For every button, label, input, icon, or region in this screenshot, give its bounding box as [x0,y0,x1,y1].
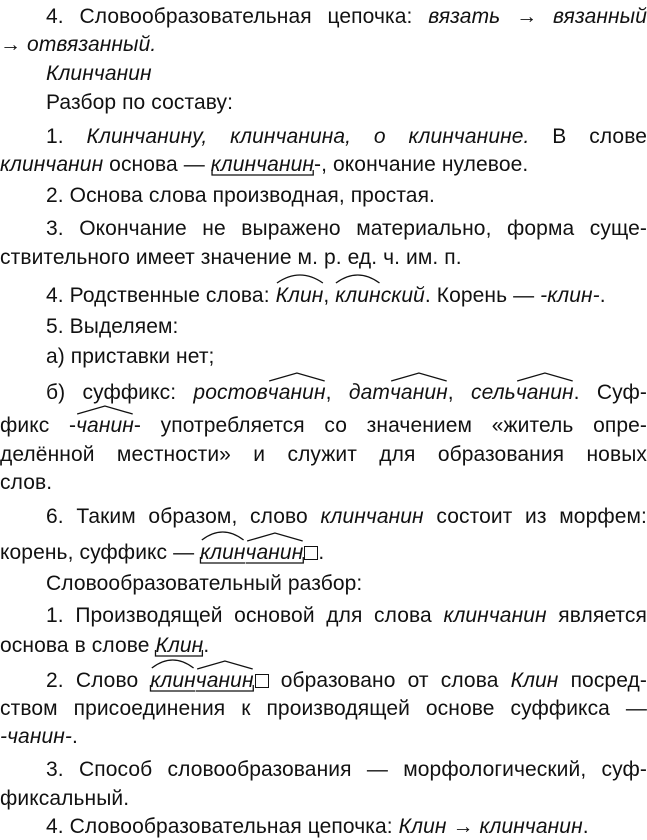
text-fragment: 6. Таким образом, слово [46,505,321,528]
text-line-wf-point-1 [0,603,647,629]
text-fragment: состоит из морфем: [423,505,647,528]
morpheme-scheme-word [200,541,303,564]
zero-ending-box [255,674,269,688]
suffix-text: чанин [76,414,134,437]
text-fragment: . [318,541,325,564]
text-line-suffix-meaning-end [0,470,647,496]
text-fragment: корень, суффикс — [0,541,201,564]
text-line-suffix-examples [0,380,647,406]
text-fragment: 4. Родственные слова: [46,284,276,307]
italic-example: Клин → клинчанин [398,815,583,838]
subheading-text: Словообразовательный разбор: [46,572,363,595]
root-part: клин [150,668,195,694]
italic-root: -клин- [540,284,600,307]
suffix-part: чанин [516,380,574,406]
text-line-wf-point-2-end [0,724,647,750]
italic-example: клинчанин [320,505,424,528]
text-fragment: . Суф- [573,381,647,404]
text-line-point-3 [0,216,647,242]
text-fragment: , [447,381,472,404]
text-line-point-6 [0,504,647,530]
subheading-text: Разбор по составу: [46,91,234,114]
italic-example: клинчанин [0,153,104,176]
suffix-part: чанин [246,540,304,566]
text-fragment: образовано от слова [268,669,511,692]
root-marked-word [276,283,324,309]
text-line-stem [0,152,647,178]
text-fragment: ством присоединения к производящей основе суффикса — [0,697,647,720]
italic-example: вязать → вязанный [428,5,647,28]
text-line-chain-end [0,32,647,58]
text-line-suffix-meaning [0,413,647,439]
section-heading [0,61,647,87]
root-part: клин [335,283,380,309]
suffix-marked-word [76,413,134,439]
morpheme-scheme-word [150,669,253,692]
text-line-morpheme-scheme [0,540,647,566]
text-line-suffix-meaning-cont [0,442,647,468]
text-line-prefix [0,344,647,370]
text-fragment: 5. Выделяем: [46,315,179,338]
text-fragment: 1. Производящей основой для слова [46,604,444,627]
text-line-chain-vyazat [0,4,647,30]
text-fragment: , [323,284,336,307]
text-fragment: основа в слове [0,634,156,657]
stem-text: Клин [155,634,204,657]
suffix-part: чанин [196,668,254,694]
text-fragment: . [582,815,589,838]
root-word-text: Клин [275,284,324,307]
text-line-wf-point-2-cont [0,696,647,722]
text-fragment: слов. [0,471,53,494]
text-fragment: . [599,284,606,307]
text-fragment: 3. Окончание не выражено материально, форма суще- [46,217,647,240]
zero-ending-box [304,546,318,560]
text-fragment: является [546,604,647,627]
suffix-example-word: датчанин [349,381,448,404]
text-line-point-5 [0,314,647,340]
text-line-wf-point-1-cont [0,633,647,659]
text-fragment: делённой местности» и служит для образования новых [0,443,647,466]
stem-marked-word [155,633,203,659]
suffix-part: чанин [390,380,448,406]
text-fragment: б) суффикс: [46,381,194,404]
text-line-wf-point-3-cont [0,786,647,812]
italic-example: Клин [510,669,559,692]
text-fragment: . [72,725,78,748]
text-line-wf-point-2 [0,668,647,694]
stem-marked-word [211,152,314,178]
suffix-part: чанин [268,380,326,406]
text-fragment: -, окончание нулевое. [314,153,529,176]
text-line-wf-point-4 [0,814,647,840]
italic-example: → отвязанный. [0,33,157,56]
text-fragment: основа — [103,153,211,176]
text-line-point-2 [0,183,647,209]
italic-suffix: -чанин- [0,725,73,748]
text-fragment: В слове [529,125,647,148]
text-fragment: 3. Способ словообразования — морфологический, суф- [46,758,647,781]
text-fragment: фикс - [0,414,77,437]
text-fragment: 2. Основа слова производная, простая. [46,184,435,207]
text-fragment: 4. Словообразовательная цепочка: [46,5,429,28]
text-fragment: . Корень — [424,284,541,307]
text-line-wf-point-3 [0,757,647,783]
text-fragment: . [203,634,210,657]
suffix-example-word: сельчанин [471,381,574,404]
text-fragment: фиксальный. [0,787,130,810]
text-fragment: а) приставки нет; [46,345,215,368]
subheading-morphemic-analysis [0,90,647,116]
text-line-point-3-cont [0,245,647,271]
stem-text: клинчанин [210,153,315,176]
text-fragment: ствительного имеет значение м. р. ед. ч. им. п. [0,246,462,269]
text-line-point-4 [0,283,647,309]
root-marked-word: клин ский [335,284,425,307]
text-fragment: 2. Слово [46,669,151,692]
subheading-word-formation [0,571,647,597]
suffix-example-word: ростовчанин [193,381,325,404]
section-title-word: Клинчанин [46,62,152,85]
root-part: клин [200,540,245,566]
text-line-point-1 [0,124,647,150]
text-fragment: 1. [46,125,87,148]
text-fragment: посред- [558,669,647,692]
text-fragment: 4. Словообразовательная цепочка: [46,815,399,838]
text-fragment: - употребляется со значением «житель опре- [133,414,647,437]
italic-example: Клинчанину, клинчанина, о клинчанине. [86,125,530,148]
text-fragment: , [325,381,349,404]
italic-example: клинчанин [443,604,547,627]
